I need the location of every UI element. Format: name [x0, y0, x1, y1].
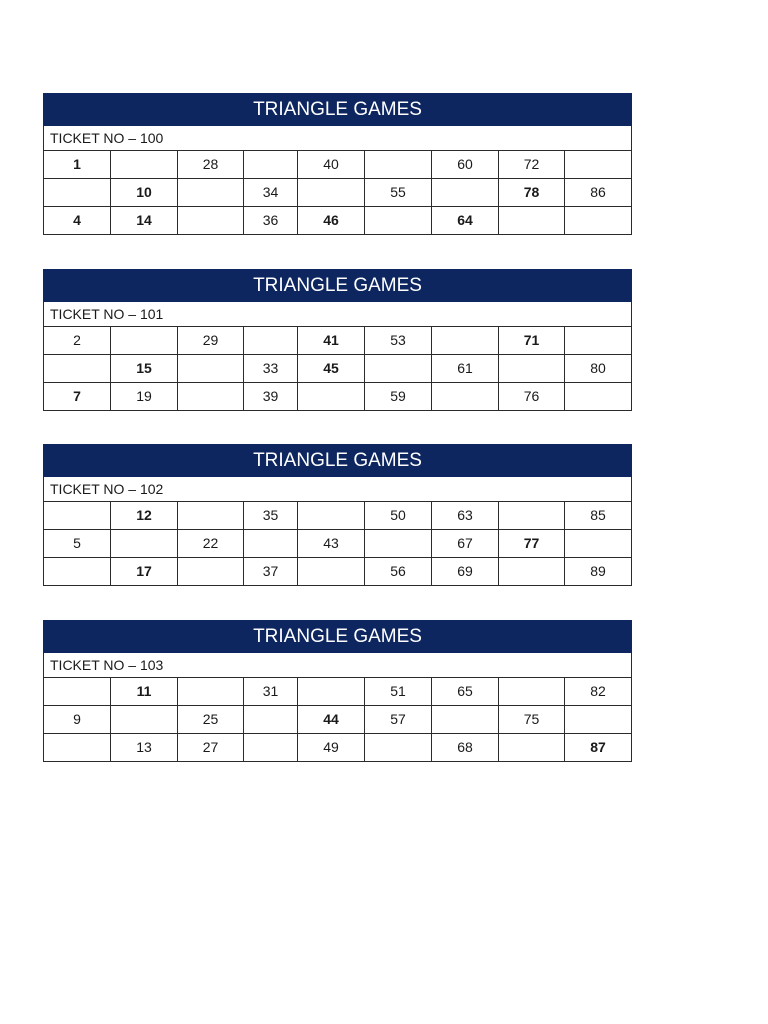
ticket-cell: 77 — [499, 530, 565, 558]
ticket-row — [44, 207, 632, 235]
ticket-cell — [178, 179, 244, 207]
ticket-row — [44, 151, 632, 179]
ticket-cell — [111, 706, 178, 734]
ticket-cell — [365, 355, 432, 383]
ticket-cell: 28 — [178, 151, 244, 179]
ticket-cell — [365, 530, 432, 558]
ticket-cell: 34 — [244, 179, 298, 207]
ticket-cell: 68 — [432, 734, 499, 762]
ticket-row — [44, 558, 632, 586]
ticket-cell: 80 — [565, 355, 632, 383]
ticket-row — [44, 678, 632, 706]
ticket-cell — [565, 327, 632, 355]
ticket-cell: 55 — [365, 179, 432, 207]
ticket-row — [44, 706, 632, 734]
ticket-cell: 25 — [178, 706, 244, 734]
ticket-cell — [244, 327, 298, 355]
ticket-cell: 51 — [365, 678, 432, 706]
ticket-cell: 57 — [365, 706, 432, 734]
ticket-table — [43, 269, 632, 411]
ticket-cell: 87 — [565, 734, 632, 762]
ticket-cell: 37 — [244, 558, 298, 586]
ticket-cell — [44, 678, 111, 706]
ticket-cell — [44, 355, 111, 383]
ticket-cell — [44, 734, 111, 762]
ticket-cell — [111, 530, 178, 558]
ticket-cell: 36 — [244, 207, 298, 235]
ticket-title: TRIANGLE GAMES — [44, 445, 632, 477]
ticket-number: TICKET NO – 103 — [44, 653, 632, 678]
ticket-cell: 19 — [111, 383, 178, 411]
ticket-cell: 49 — [298, 734, 365, 762]
ticket-row — [44, 179, 632, 207]
ticket-cell — [565, 151, 632, 179]
ticket-cell: 76 — [499, 383, 565, 411]
ticket-cell: 15 — [111, 355, 178, 383]
ticket-cell: 10 — [111, 179, 178, 207]
ticket-cell: 35 — [244, 502, 298, 530]
ticket-cell: 64 — [432, 207, 499, 235]
ticket-cell — [298, 502, 365, 530]
ticket-cell: 22 — [178, 530, 244, 558]
ticket-cell: 45 — [298, 355, 365, 383]
ticket-cell — [44, 502, 111, 530]
ticket-cell — [298, 383, 365, 411]
ticket-cell — [499, 678, 565, 706]
ticket-cell — [298, 558, 365, 586]
ticket-row — [44, 734, 632, 762]
ticket-cell: 27 — [178, 734, 244, 762]
ticket-cell — [565, 207, 632, 235]
ticket-cell: 2 — [44, 327, 111, 355]
ticket-cell: 39 — [244, 383, 298, 411]
ticket-row — [44, 355, 632, 383]
ticket-title: TRIANGLE GAMES — [44, 94, 632, 126]
ticket-row — [44, 530, 632, 558]
ticket-cell: 43 — [298, 530, 365, 558]
ticket-cell — [178, 383, 244, 411]
ticket-cell — [244, 530, 298, 558]
ticket-cell: 41 — [298, 327, 365, 355]
ticket-cell — [365, 734, 432, 762]
ticket-table — [43, 444, 632, 586]
ticket-cell — [365, 151, 432, 179]
ticket-cell — [432, 706, 499, 734]
ticket-cell: 61 — [432, 355, 499, 383]
ticket-cell — [298, 179, 365, 207]
ticket-cell — [499, 207, 565, 235]
ticket-cell — [499, 734, 565, 762]
ticket-cell — [244, 734, 298, 762]
ticket-cell — [565, 706, 632, 734]
ticket-cell: 44 — [298, 706, 365, 734]
ticket-cell: 65 — [432, 678, 499, 706]
ticket-cell — [565, 383, 632, 411]
ticket-cell — [178, 207, 244, 235]
ticket-cell: 86 — [565, 179, 632, 207]
ticket-cell — [178, 558, 244, 586]
ticket-cell: 46 — [298, 207, 365, 235]
ticket-cell: 29 — [178, 327, 244, 355]
ticket-cell — [432, 179, 499, 207]
ticket-cell — [499, 355, 565, 383]
ticket-cell: 14 — [111, 207, 178, 235]
ticket-cell — [178, 355, 244, 383]
ticket-cell — [111, 151, 178, 179]
ticket-cell: 31 — [244, 678, 298, 706]
ticket-table — [43, 93, 632, 235]
ticket-cell: 67 — [432, 530, 499, 558]
ticket-number: TICKET NO – 100 — [44, 126, 632, 151]
ticket-cell — [178, 502, 244, 530]
ticket-cell — [44, 179, 111, 207]
ticket-cell — [244, 151, 298, 179]
ticket-cell — [499, 558, 565, 586]
ticket-title: TRIANGLE GAMES — [44, 621, 632, 653]
ticket-row — [44, 502, 632, 530]
ticket-cell: 33 — [244, 355, 298, 383]
ticket-cell: 89 — [565, 558, 632, 586]
ticket-cell — [298, 678, 365, 706]
ticket-cell — [111, 327, 178, 355]
ticket-cell: 56 — [365, 558, 432, 586]
ticket-cell: 69 — [432, 558, 499, 586]
ticket-row — [44, 383, 632, 411]
ticket-title: TRIANGLE GAMES — [44, 270, 632, 302]
ticket-number: TICKET NO – 102 — [44, 477, 632, 502]
ticket-cell: 5 — [44, 530, 111, 558]
ticket-cell — [44, 558, 111, 586]
ticket-cell: 17 — [111, 558, 178, 586]
ticket-cell: 40 — [298, 151, 365, 179]
ticket-cell: 75 — [499, 706, 565, 734]
ticket-cell: 71 — [499, 327, 565, 355]
ticket-cell — [178, 678, 244, 706]
ticket-cell — [365, 207, 432, 235]
ticket-cell: 9 — [44, 706, 111, 734]
ticket-cell — [499, 502, 565, 530]
ticket-cell: 72 — [499, 151, 565, 179]
ticket-cell: 50 — [365, 502, 432, 530]
ticket-table — [43, 620, 632, 762]
ticket-cell: 60 — [432, 151, 499, 179]
ticket-cell — [432, 327, 499, 355]
ticket-cell: 4 — [44, 207, 111, 235]
ticket-cell: 63 — [432, 502, 499, 530]
ticket-cell: 11 — [111, 678, 178, 706]
ticket-cell — [244, 706, 298, 734]
ticket-cell: 13 — [111, 734, 178, 762]
ticket-cell: 1 — [44, 151, 111, 179]
ticket-number: TICKET NO – 101 — [44, 302, 632, 327]
ticket-cell: 59 — [365, 383, 432, 411]
ticket-cell: 7 — [44, 383, 111, 411]
ticket-cell: 78 — [499, 179, 565, 207]
ticket-cell: 53 — [365, 327, 432, 355]
ticket-cell — [432, 383, 499, 411]
ticket-cell: 85 — [565, 502, 632, 530]
ticket-cell — [565, 530, 632, 558]
ticket-cell: 12 — [111, 502, 178, 530]
ticket-row — [44, 327, 632, 355]
ticket-cell: 82 — [565, 678, 632, 706]
